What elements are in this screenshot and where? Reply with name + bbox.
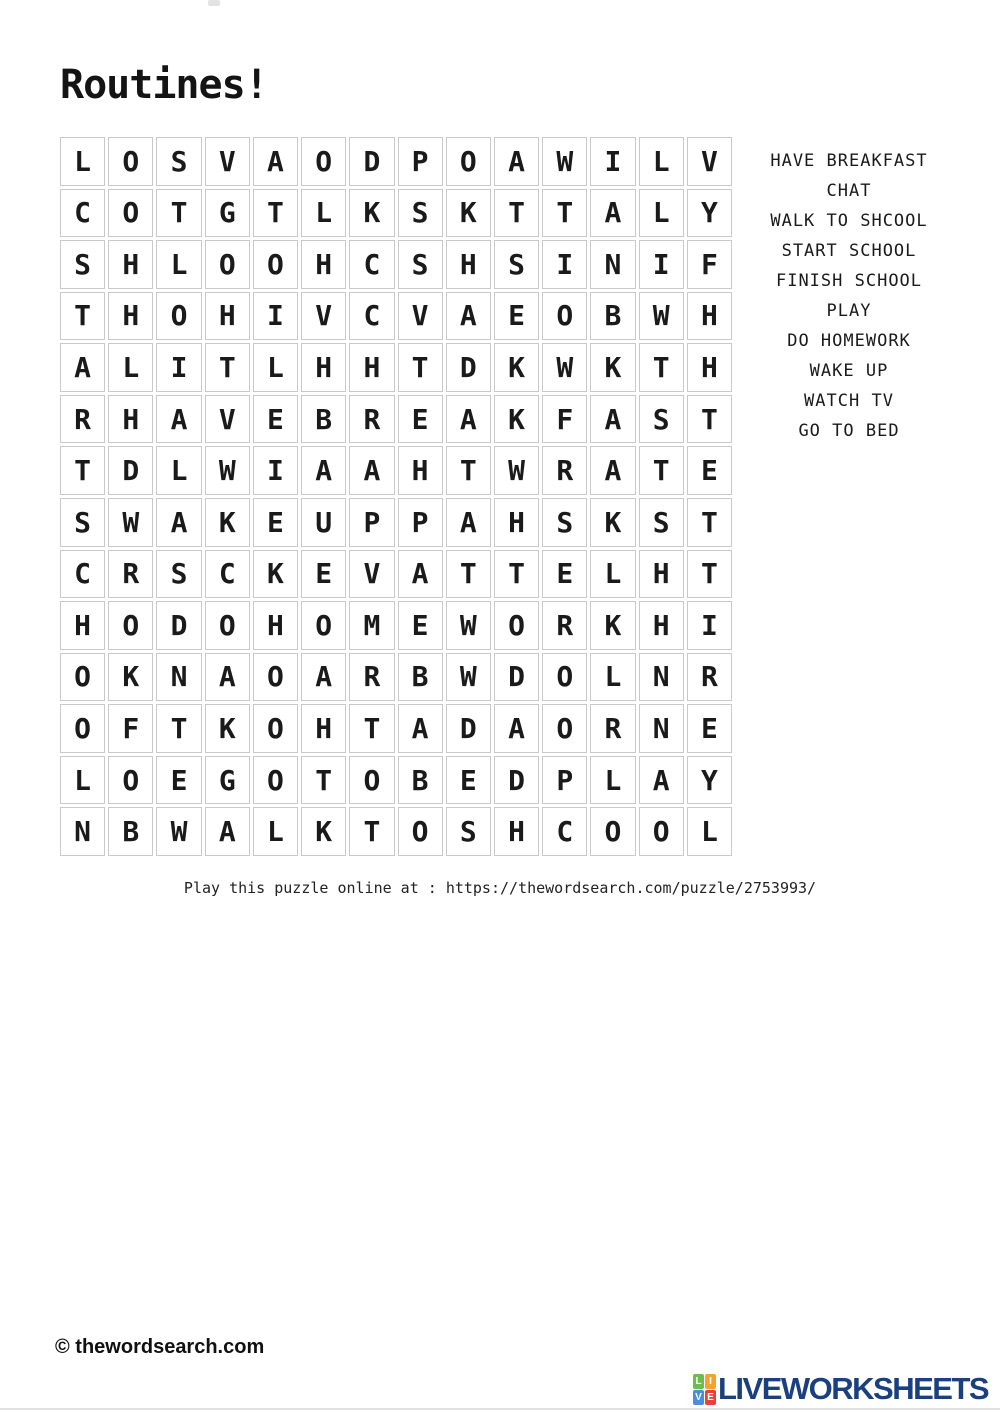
grid-cell[interactable]: K xyxy=(590,343,635,392)
grid-cell[interactable]: D xyxy=(156,601,201,650)
grid-cell[interactable]: S xyxy=(446,807,491,856)
grid-cell[interactable]: L xyxy=(590,653,635,702)
grid-cell[interactable]: N xyxy=(60,807,105,856)
grid-cell[interactable]: G xyxy=(205,189,250,238)
grid-cell[interactable]: L xyxy=(253,807,298,856)
grid-cell[interactable]: A xyxy=(60,343,105,392)
word-list-item: WAKE UP xyxy=(809,361,889,381)
grid-cell[interactable]: O xyxy=(60,704,105,753)
grid-cell[interactable]: A xyxy=(301,653,346,702)
grid-cell[interactable]: L xyxy=(253,343,298,392)
grid-cell[interactable]: K xyxy=(301,807,346,856)
grid-cell[interactable]: S xyxy=(398,189,443,238)
grid-cell[interactable]: O xyxy=(494,601,539,650)
grid-cell[interactable]: T xyxy=(205,343,250,392)
grid-cell[interactable]: D xyxy=(446,704,491,753)
grid-cell[interactable]: L xyxy=(590,550,635,599)
grid-cell[interactable]: O xyxy=(301,137,346,186)
grid-cell[interactable]: P xyxy=(349,498,394,547)
grid-cell[interactable]: E xyxy=(687,704,732,753)
grid-cell[interactable]: T xyxy=(687,498,732,547)
grid-cell[interactable]: L xyxy=(60,756,105,805)
liveworksheets-logo-text: LIVEWORKSHEETS xyxy=(718,1371,989,1406)
grid-cell[interactable]: H xyxy=(60,601,105,650)
grid-cell[interactable]: L xyxy=(108,343,153,392)
grid-cell[interactable]: W xyxy=(542,137,587,186)
grid-cell[interactable]: B xyxy=(108,807,153,856)
grid-cell[interactable]: O xyxy=(253,653,298,702)
grid-cell[interactable]: K xyxy=(205,704,250,753)
grid-cell[interactable]: T xyxy=(687,395,732,444)
grid-cell[interactable]: E xyxy=(398,395,443,444)
grid-cell[interactable]: O xyxy=(301,601,346,650)
grid-cell[interactable]: C xyxy=(349,292,394,341)
grid-cell[interactable]: T xyxy=(349,807,394,856)
grid-cell[interactable]: S xyxy=(60,240,105,289)
grid-cell[interactable]: E xyxy=(687,446,732,495)
grid-cell[interactable]: O xyxy=(590,807,635,856)
grid-cell[interactable]: T xyxy=(639,446,684,495)
grid-cell[interactable]: O xyxy=(205,240,250,289)
grid-cell[interactable]: K xyxy=(205,498,250,547)
grid-cell[interactable]: E xyxy=(398,601,443,650)
grid-cell[interactable]: T xyxy=(687,550,732,599)
grid-cell[interactable]: R xyxy=(60,395,105,444)
grid-cell[interactable]: S xyxy=(156,550,201,599)
grid-cell[interactable]: H xyxy=(494,807,539,856)
grid-cell[interactable]: D xyxy=(494,756,539,805)
word-list-item: FINISH SCHOOL xyxy=(775,271,923,291)
grid-cell[interactable]: R xyxy=(542,601,587,650)
grid-cell[interactable]: O xyxy=(639,807,684,856)
grid-cell[interactable]: F xyxy=(542,395,587,444)
liveworksheets-logo[interactable] xyxy=(693,1372,988,1406)
grid-cell[interactable]: L xyxy=(687,807,732,856)
grid-cell[interactable]: L xyxy=(156,446,201,495)
grid-cell[interactable]: F xyxy=(108,704,153,753)
scan-artifact-top xyxy=(208,0,220,6)
grid-cell[interactable]: N xyxy=(590,240,635,289)
grid-cell[interactable]: H xyxy=(687,292,732,341)
word-list xyxy=(733,146,965,446)
grid-cell[interactable]: V xyxy=(205,395,250,444)
play-online-text: Play this puzzle online at : https://thewordsearch.com/puzzle/2753993/ xyxy=(183,879,817,897)
grid-cell[interactable]: I xyxy=(253,446,298,495)
grid-cell[interactable]: T xyxy=(446,446,491,495)
grid-cell[interactable]: I xyxy=(590,137,635,186)
grid-cell[interactable]: R xyxy=(349,395,394,444)
grid-cell[interactable]: S xyxy=(639,395,684,444)
grid-cell[interactable]: H xyxy=(253,601,298,650)
grid-cell[interactable]: D xyxy=(108,446,153,495)
grid-cell[interactable]: A xyxy=(205,653,250,702)
grid-cell[interactable]: S xyxy=(494,240,539,289)
grid-cell[interactable]: W xyxy=(639,292,684,341)
grid-cell[interactable]: G xyxy=(205,756,250,805)
grid-cell[interactable]: H xyxy=(639,550,684,599)
grid-cell[interactable]: O xyxy=(253,704,298,753)
grid-cell[interactable]: I xyxy=(156,343,201,392)
grid-cell[interactable]: L xyxy=(301,189,346,238)
grid-cell[interactable]: O xyxy=(108,756,153,805)
grid-cell[interactable]: H xyxy=(108,240,153,289)
grid-cell[interactable]: W xyxy=(494,446,539,495)
grid-cell[interactable]: L xyxy=(60,137,105,186)
grid-cell[interactable]: A xyxy=(398,550,443,599)
grid-cell[interactable]: I xyxy=(542,240,587,289)
grid-cell[interactable]: N xyxy=(639,704,684,753)
grid-cell[interactable]: A xyxy=(156,395,201,444)
grid-cell[interactable]: A xyxy=(301,446,346,495)
grid-cell[interactable]: T xyxy=(156,704,201,753)
grid-cell[interactable]: A xyxy=(446,292,491,341)
grid-cell[interactable]: T xyxy=(60,292,105,341)
grid-cell[interactable]: P xyxy=(542,756,587,805)
word-list-item: WATCH TV xyxy=(804,391,894,411)
grid-cell[interactable]: C xyxy=(349,240,394,289)
grid-cell[interactable]: M xyxy=(349,601,394,650)
grid-cell[interactable]: H xyxy=(446,240,491,289)
word-list-item: PLAY xyxy=(826,301,872,321)
grid-cell[interactable]: N xyxy=(639,653,684,702)
grid-cell[interactable]: H xyxy=(301,704,346,753)
e-tile-icon: E xyxy=(705,1390,716,1405)
word-list-item: WALK TO SHCOOL xyxy=(770,211,928,231)
grid-cell[interactable]: T xyxy=(60,446,105,495)
grid-cell[interactable]: K xyxy=(349,189,394,238)
grid-cell[interactable]: F xyxy=(687,240,732,289)
grid-cell[interactable]: E xyxy=(446,756,491,805)
word-list-item: HAVE BREAKFAST xyxy=(770,151,928,171)
grid-cell[interactable]: B xyxy=(398,653,443,702)
grid-cell[interactable]: V xyxy=(398,292,443,341)
l-tile-icon: L xyxy=(693,1374,704,1389)
grid-cell[interactable]: H xyxy=(349,343,394,392)
word-list-item: DO HOMEWORK xyxy=(787,331,911,351)
grid-cell[interactable]: Y xyxy=(687,189,732,238)
grid-cell[interactable]: A xyxy=(590,189,635,238)
grid-cell[interactable]: D xyxy=(349,137,394,186)
grid-cell[interactable]: T xyxy=(542,189,587,238)
word-list-item: START SCHOOL xyxy=(781,241,917,261)
grid-cell[interactable]: A xyxy=(639,756,684,805)
grid-cell[interactable]: K xyxy=(446,189,491,238)
word-list-item: CHAT xyxy=(826,181,872,201)
grid-cell[interactable]: I xyxy=(687,601,732,650)
grid-cell[interactable]: W xyxy=(108,498,153,547)
grid-cell[interactable]: E xyxy=(542,550,587,599)
grid-cell[interactable]: V xyxy=(349,550,394,599)
grid-cell[interactable]: T xyxy=(349,704,394,753)
grid-cell[interactable]: S xyxy=(639,498,684,547)
grid-cell[interactable]: O xyxy=(60,653,105,702)
grid-cell[interactable]: L xyxy=(639,137,684,186)
grid-cell[interactable]: K xyxy=(494,343,539,392)
grid-cell[interactable]: K xyxy=(494,395,539,444)
grid-cell[interactable]: L xyxy=(156,240,201,289)
grid-cell[interactable]: W xyxy=(446,601,491,650)
grid-cell[interactable]: A xyxy=(590,395,635,444)
grid-cell[interactable]: S xyxy=(156,137,201,186)
grid-cell[interactable]: O xyxy=(253,756,298,805)
grid-cell[interactable]: T xyxy=(301,756,346,805)
grid-cell[interactable]: P xyxy=(398,137,443,186)
liveworksheets-tiles-icon xyxy=(693,1374,716,1405)
copyright-text: © thewordsearch.com xyxy=(55,1336,265,1358)
grid-cell[interactable]: O xyxy=(108,601,153,650)
puzzle-title: Routines! xyxy=(60,62,268,108)
grid-cell[interactable]: C xyxy=(60,550,105,599)
grid-cell[interactable]: T xyxy=(494,189,539,238)
grid-cell[interactable]: A xyxy=(205,807,250,856)
word-list-item: GO TO BED xyxy=(798,421,900,441)
grid-cell[interactable]: A xyxy=(494,137,539,186)
i-tile-icon: I xyxy=(705,1374,716,1389)
grid-cell[interactable]: I xyxy=(639,240,684,289)
grid-cell[interactable]: O xyxy=(253,240,298,289)
grid-cell[interactable]: K xyxy=(590,601,635,650)
grid-cell[interactable]: S xyxy=(542,498,587,547)
grid-cell[interactable]: H xyxy=(398,446,443,495)
grid-cell[interactable]: H xyxy=(639,601,684,650)
grid-cell[interactable]: C xyxy=(60,189,105,238)
grid-cell[interactable]: W xyxy=(542,343,587,392)
grid-cell[interactable]: L xyxy=(639,189,684,238)
grid-cell[interactable]: H xyxy=(687,343,732,392)
grid-cell[interactable]: K xyxy=(590,498,635,547)
grid-cell[interactable]: O xyxy=(542,704,587,753)
grid-cell[interactable]: A xyxy=(446,498,491,547)
grid-cell[interactable]: Y xyxy=(687,756,732,805)
grid-cell[interactable]: R xyxy=(687,653,732,702)
grid-cell[interactable]: L xyxy=(590,756,635,805)
grid-cell[interactable]: O xyxy=(398,807,443,856)
grid-cell[interactable]: D xyxy=(446,343,491,392)
grid-cell[interactable]: O xyxy=(542,653,587,702)
grid-cell[interactable]: E xyxy=(301,550,346,599)
scan-artifact-bottom xyxy=(0,1408,1000,1410)
grid-cell[interactable]: A xyxy=(349,446,394,495)
grid-cell[interactable]: T xyxy=(253,189,298,238)
grid-cell[interactable]: H xyxy=(301,240,346,289)
grid-cell[interactable]: A xyxy=(156,498,201,547)
grid-cell[interactable]: V xyxy=(687,137,732,186)
grid-cell[interactable]: H xyxy=(301,343,346,392)
grid-cell[interactable]: O xyxy=(156,292,201,341)
grid-cell[interactable]: O xyxy=(108,137,153,186)
grid-cell[interactable]: W xyxy=(205,446,250,495)
grid-cell[interactable]: O xyxy=(205,601,250,650)
grid-cell[interactable]: A xyxy=(446,395,491,444)
grid-cell[interactable]: W xyxy=(156,807,201,856)
grid-cell[interactable]: B xyxy=(301,395,346,444)
grid-cell[interactable]: N xyxy=(156,653,201,702)
v-tile-icon: V xyxy=(693,1390,704,1405)
grid-cell[interactable]: O xyxy=(542,292,587,341)
grid-cell[interactable]: H xyxy=(108,395,153,444)
grid-cell[interactable]: C xyxy=(542,807,587,856)
grid-cell[interactable]: R xyxy=(108,550,153,599)
grid-cell[interactable]: O xyxy=(108,189,153,238)
grid-cell[interactable]: E xyxy=(253,498,298,547)
grid-cell[interactable]: P xyxy=(398,498,443,547)
grid-cell[interactable]: T xyxy=(398,343,443,392)
grid-cell[interactable]: T xyxy=(639,343,684,392)
grid-cell[interactable]: B xyxy=(398,756,443,805)
grid-cell[interactable]: E xyxy=(156,756,201,805)
grid-cell[interactable]: H xyxy=(205,292,250,341)
grid-cell[interactable]: I xyxy=(253,292,298,341)
grid-cell[interactable]: D xyxy=(494,653,539,702)
grid-cell[interactable]: R xyxy=(542,446,587,495)
grid-cell[interactable]: H xyxy=(494,498,539,547)
grid-cell[interactable]: V xyxy=(301,292,346,341)
grid-cell[interactable]: O xyxy=(446,137,491,186)
grid-cell[interactable]: V xyxy=(205,137,250,186)
grid-cell[interactable]: S xyxy=(398,240,443,289)
grid-cell[interactable]: W xyxy=(446,653,491,702)
grid-cell[interactable]: T xyxy=(446,550,491,599)
grid-cell[interactable]: A xyxy=(253,137,298,186)
word-search-grid xyxy=(60,137,732,856)
grid-cell[interactable]: K xyxy=(108,653,153,702)
grid-cell[interactable]: T xyxy=(494,550,539,599)
grid-cell[interactable]: H xyxy=(108,292,153,341)
grid-cell[interactable]: O xyxy=(349,756,394,805)
grid-cell[interactable]: R xyxy=(590,704,635,753)
grid-cell[interactable]: A xyxy=(398,704,443,753)
grid-cell[interactable]: E xyxy=(494,292,539,341)
grid-cell[interactable]: E xyxy=(253,395,298,444)
grid-cell[interactable]: S xyxy=(60,498,105,547)
grid-cell[interactable]: T xyxy=(156,189,201,238)
grid-cell[interactable]: C xyxy=(205,550,250,599)
grid-cell[interactable]: A xyxy=(590,446,635,495)
grid-cell[interactable]: A xyxy=(494,704,539,753)
grid-cell[interactable]: B xyxy=(590,292,635,341)
grid-cell[interactable]: R xyxy=(349,653,394,702)
grid-cell[interactable]: U xyxy=(301,498,346,547)
grid-cell[interactable]: K xyxy=(253,550,298,599)
